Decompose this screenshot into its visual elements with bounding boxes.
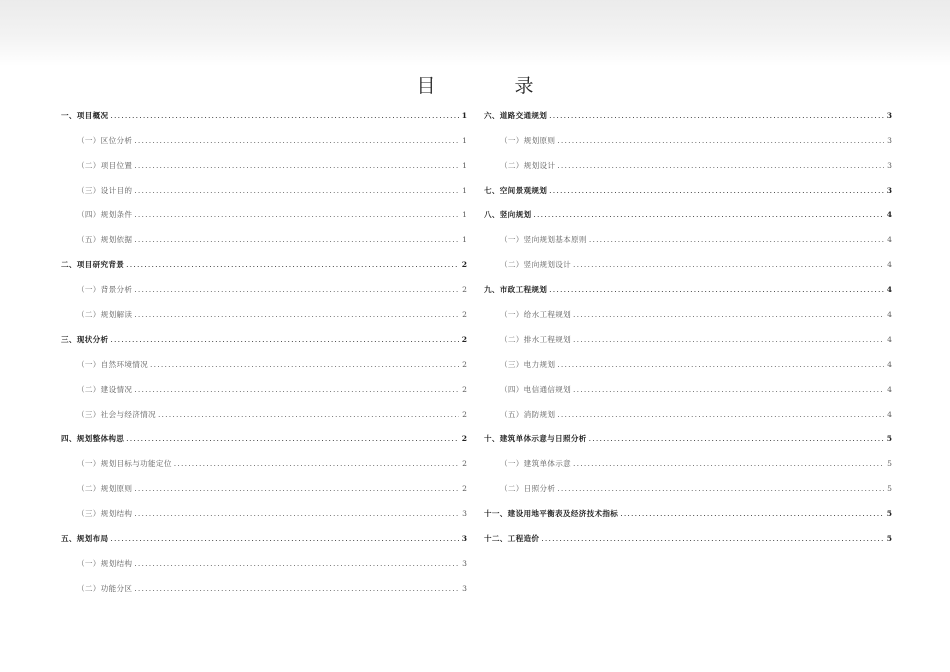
toc-leader-dots xyxy=(134,509,459,519)
toc-subsection-entry[interactable] xyxy=(484,320,892,345)
toc-subsection-entry[interactable] xyxy=(61,171,467,196)
toc-page-number: 4 xyxy=(887,260,892,270)
toc-page-number: 2 xyxy=(462,459,467,469)
toc-subsection-entry[interactable] xyxy=(61,345,467,370)
toc-entry-label: （二）规划原则 xyxy=(77,484,133,494)
toc-subsection-entry[interactable] xyxy=(61,196,467,221)
toc-entry-label: （一）规划原则 xyxy=(500,135,556,145)
toc-entry-label: 十、建筑单体示意与日照分析 xyxy=(484,434,587,444)
toc-leader-dots xyxy=(620,509,884,519)
toc-leader-dots xyxy=(134,385,459,395)
toc-subsection-entry[interactable] xyxy=(61,370,467,395)
toc-entry-label: （二）竖向规划设计 xyxy=(500,260,572,270)
toc-entry-label: （五）消防规划 xyxy=(500,409,556,419)
toc-entry-label: （四）电信通信规划 xyxy=(500,384,572,394)
toc-left-column xyxy=(61,96,467,594)
toc-page-number: 3 xyxy=(462,509,467,519)
toc-entry-label: 七、空间景观规划 xyxy=(484,185,548,195)
toc-page-number: 3 xyxy=(462,558,467,568)
toc-section-entry[interactable] xyxy=(61,420,467,445)
toc-leader-dots xyxy=(541,534,884,544)
toc-page-number: 4 xyxy=(887,409,892,419)
toc-entry-label: （二）项目位置 xyxy=(77,160,133,170)
toc-entry-label: （一）背景分析 xyxy=(77,285,133,295)
toc-entry-label: （三）电力规划 xyxy=(500,359,556,369)
toc-leader-dots xyxy=(134,584,459,594)
toc-section-entry[interactable] xyxy=(484,270,892,295)
toc-leader-dots xyxy=(134,161,459,171)
toc-page-number: 1 xyxy=(462,160,467,170)
toc-entry-label: （二）建设情况 xyxy=(77,384,133,394)
toc-entry-label: （二）日照分析 xyxy=(500,484,556,494)
toc-entry-label: （三）社会与经济情况 xyxy=(77,409,156,419)
toc-page-number: 2 xyxy=(462,409,467,419)
toc-page-number: 2 xyxy=(461,434,467,444)
toc-leader-dots xyxy=(533,210,884,220)
toc-page-number: 3 xyxy=(461,534,467,544)
toc-entry-label: 四、规划整体构思 xyxy=(61,434,125,444)
toc-leader-dots xyxy=(134,484,459,494)
toc-leader-dots xyxy=(573,310,884,320)
toc-subsection-entry[interactable] xyxy=(484,146,892,171)
toc-entry-label: 六、道路交通规划 xyxy=(484,110,548,120)
toc-page-number: 4 xyxy=(887,235,892,245)
toc-leader-dots xyxy=(549,186,884,196)
toc-title: 目 录 xyxy=(416,75,564,97)
toc-leader-dots xyxy=(134,186,459,196)
toc-page-number: 5 xyxy=(886,509,892,519)
toc-subsection-entry[interactable] xyxy=(484,395,892,420)
toc-section-entry[interactable] xyxy=(61,245,467,270)
toc-page-number: 3 xyxy=(887,160,892,170)
toc-leader-dots xyxy=(110,534,459,544)
toc-page-number: 4 xyxy=(887,310,892,320)
toc-page-number: 4 xyxy=(887,334,892,344)
toc-leader-dots xyxy=(134,559,459,569)
toc-page-number: 1 xyxy=(462,210,467,220)
toc-subsection-entry[interactable] xyxy=(484,370,892,395)
toc-entry-label: 八、竖向规划 xyxy=(484,210,532,220)
toc-leader-dots xyxy=(134,136,459,146)
toc-leader-dots xyxy=(549,285,884,295)
toc-entry-label: （二）规划设计 xyxy=(500,160,556,170)
toc-leader-dots xyxy=(174,459,459,469)
toc-page-number: 4 xyxy=(887,359,892,369)
toc-subsection-entry[interactable] xyxy=(484,295,892,320)
toc-subsection-entry[interactable] xyxy=(61,121,467,146)
toc-entry-label: （四）规划条件 xyxy=(77,210,133,220)
toc-page-number: 4 xyxy=(886,285,892,295)
toc-subsection-entry[interactable] xyxy=(484,245,892,270)
toc-leader-dots xyxy=(557,360,884,370)
toc-entry-label: 三、现状分析 xyxy=(61,334,109,344)
toc-leader-dots xyxy=(134,210,459,220)
toc-section-entry[interactable] xyxy=(61,96,467,121)
toc-leader-dots xyxy=(134,285,459,295)
toc-leader-dots xyxy=(126,260,459,270)
toc-leader-dots xyxy=(573,385,884,395)
toc-entry-label: （五）规划依据 xyxy=(77,235,133,245)
toc-subsection-entry[interactable] xyxy=(484,345,892,370)
toc-page-number: 5 xyxy=(887,459,892,469)
toc-subsection-entry[interactable] xyxy=(61,295,467,320)
toc-entry-label: （二）排水工程规划 xyxy=(500,334,572,344)
toc-page-number: 1 xyxy=(462,135,467,145)
toc-section-entry[interactable] xyxy=(61,519,467,544)
toc-entry-label: （一）给水工程规划 xyxy=(500,310,572,320)
toc-page-number: 2 xyxy=(462,359,467,369)
toc-subsection-entry[interactable] xyxy=(61,220,467,245)
toc-leader-dots xyxy=(557,410,884,420)
toc-page-number: 1 xyxy=(462,235,467,245)
toc-entry-label: （三）规划结构 xyxy=(77,509,133,519)
toc-page-number: 3 xyxy=(886,110,892,120)
toc-leader-dots xyxy=(549,111,884,121)
toc-page-number: 2 xyxy=(461,334,467,344)
toc-leader-dots xyxy=(134,235,459,245)
toc-page-number: 5 xyxy=(886,534,892,544)
toc-section-entry[interactable] xyxy=(484,420,892,445)
toc-entry-label: 一、项目概况 xyxy=(61,110,109,120)
toc-leader-dots xyxy=(557,136,884,146)
toc-entry-label: （一）规划目标与功能定位 xyxy=(77,459,172,469)
toc-leader-dots xyxy=(150,360,459,370)
toc-entry-label: 十二、工程造价 xyxy=(484,534,540,544)
toc-entry-label: （一）竖向规划基本原则 xyxy=(500,235,587,245)
toc-entry-label: （一）区位分析 xyxy=(77,135,133,145)
toc-page-number: 1 xyxy=(461,110,467,120)
toc-leader-dots xyxy=(158,410,459,420)
toc-section-entry[interactable] xyxy=(484,171,892,196)
toc-page-number: 3 xyxy=(462,583,467,593)
toc-page-number: 2 xyxy=(462,310,467,320)
toc-page-number: 3 xyxy=(886,185,892,195)
toc-entry-label: （二）规划解读 xyxy=(77,310,133,320)
toc-section-entry[interactable] xyxy=(484,196,892,221)
toc-leader-dots xyxy=(573,260,884,270)
toc-page-number: 4 xyxy=(886,210,892,220)
toc-subsection-entry[interactable] xyxy=(61,270,467,295)
toc-page-number: 1 xyxy=(462,185,467,195)
toc-subsection-entry[interactable] xyxy=(61,544,467,569)
toc-page-number: 2 xyxy=(462,384,467,394)
toc-section-entry[interactable] xyxy=(484,519,892,544)
toc-right-column xyxy=(484,96,892,544)
toc-leader-dots xyxy=(589,235,884,245)
toc-page-number: 2 xyxy=(461,260,467,270)
toc-entry-label: （一）建筑单体示意 xyxy=(500,459,572,469)
toc-leader-dots xyxy=(110,335,459,345)
toc-leader-dots xyxy=(589,434,884,444)
toc-subsection-entry[interactable] xyxy=(61,444,467,469)
toc-leader-dots xyxy=(573,335,884,345)
toc-page-number: 3 xyxy=(887,135,892,145)
toc-section-entry[interactable] xyxy=(484,96,892,121)
toc-section-entry[interactable] xyxy=(61,320,467,345)
page-header-band xyxy=(0,0,950,66)
toc-subsection-entry[interactable] xyxy=(61,469,467,494)
toc-page-number: 5 xyxy=(886,434,892,444)
toc-leader-dots xyxy=(557,484,884,494)
toc-subsection-entry[interactable] xyxy=(61,146,467,171)
toc-leader-dots xyxy=(134,310,459,320)
toc-entry-label: 五、规划布局 xyxy=(61,534,109,544)
toc-subsection-entry[interactable] xyxy=(61,395,467,420)
toc-entry-label: 二、项目研究背景 xyxy=(61,260,125,270)
toc-subsection-entry[interactable] xyxy=(61,494,467,519)
toc-entry-label: （一）自然环境情况 xyxy=(77,359,149,369)
toc-leader-dots xyxy=(573,459,884,469)
toc-page-number: 4 xyxy=(887,384,892,394)
toc-page-number: 5 xyxy=(887,484,892,494)
toc-leader-dots xyxy=(126,434,459,444)
toc-subsection-entry[interactable] xyxy=(484,121,892,146)
toc-leader-dots xyxy=(110,111,459,121)
toc-entry-label: 九、市政工程规划 xyxy=(484,285,548,295)
toc-leader-dots xyxy=(557,161,884,171)
toc-entry-label: （一）规划结构 xyxy=(77,558,133,568)
toc-page-number: 2 xyxy=(462,484,467,494)
toc-subsection-entry[interactable] xyxy=(484,469,892,494)
toc-section-entry[interactable] xyxy=(484,494,892,519)
toc-entry-label: （三）设计目的 xyxy=(77,185,133,195)
toc-subsection-entry[interactable] xyxy=(61,569,467,594)
toc-entry-label: （二）功能分区 xyxy=(77,583,133,593)
toc-page-number: 2 xyxy=(462,285,467,295)
toc-subsection-entry[interactable] xyxy=(484,444,892,469)
toc-subsection-entry[interactable] xyxy=(484,220,892,245)
toc-entry-label: 十一、建设用地平衡表及经济技术指标 xyxy=(484,509,619,519)
